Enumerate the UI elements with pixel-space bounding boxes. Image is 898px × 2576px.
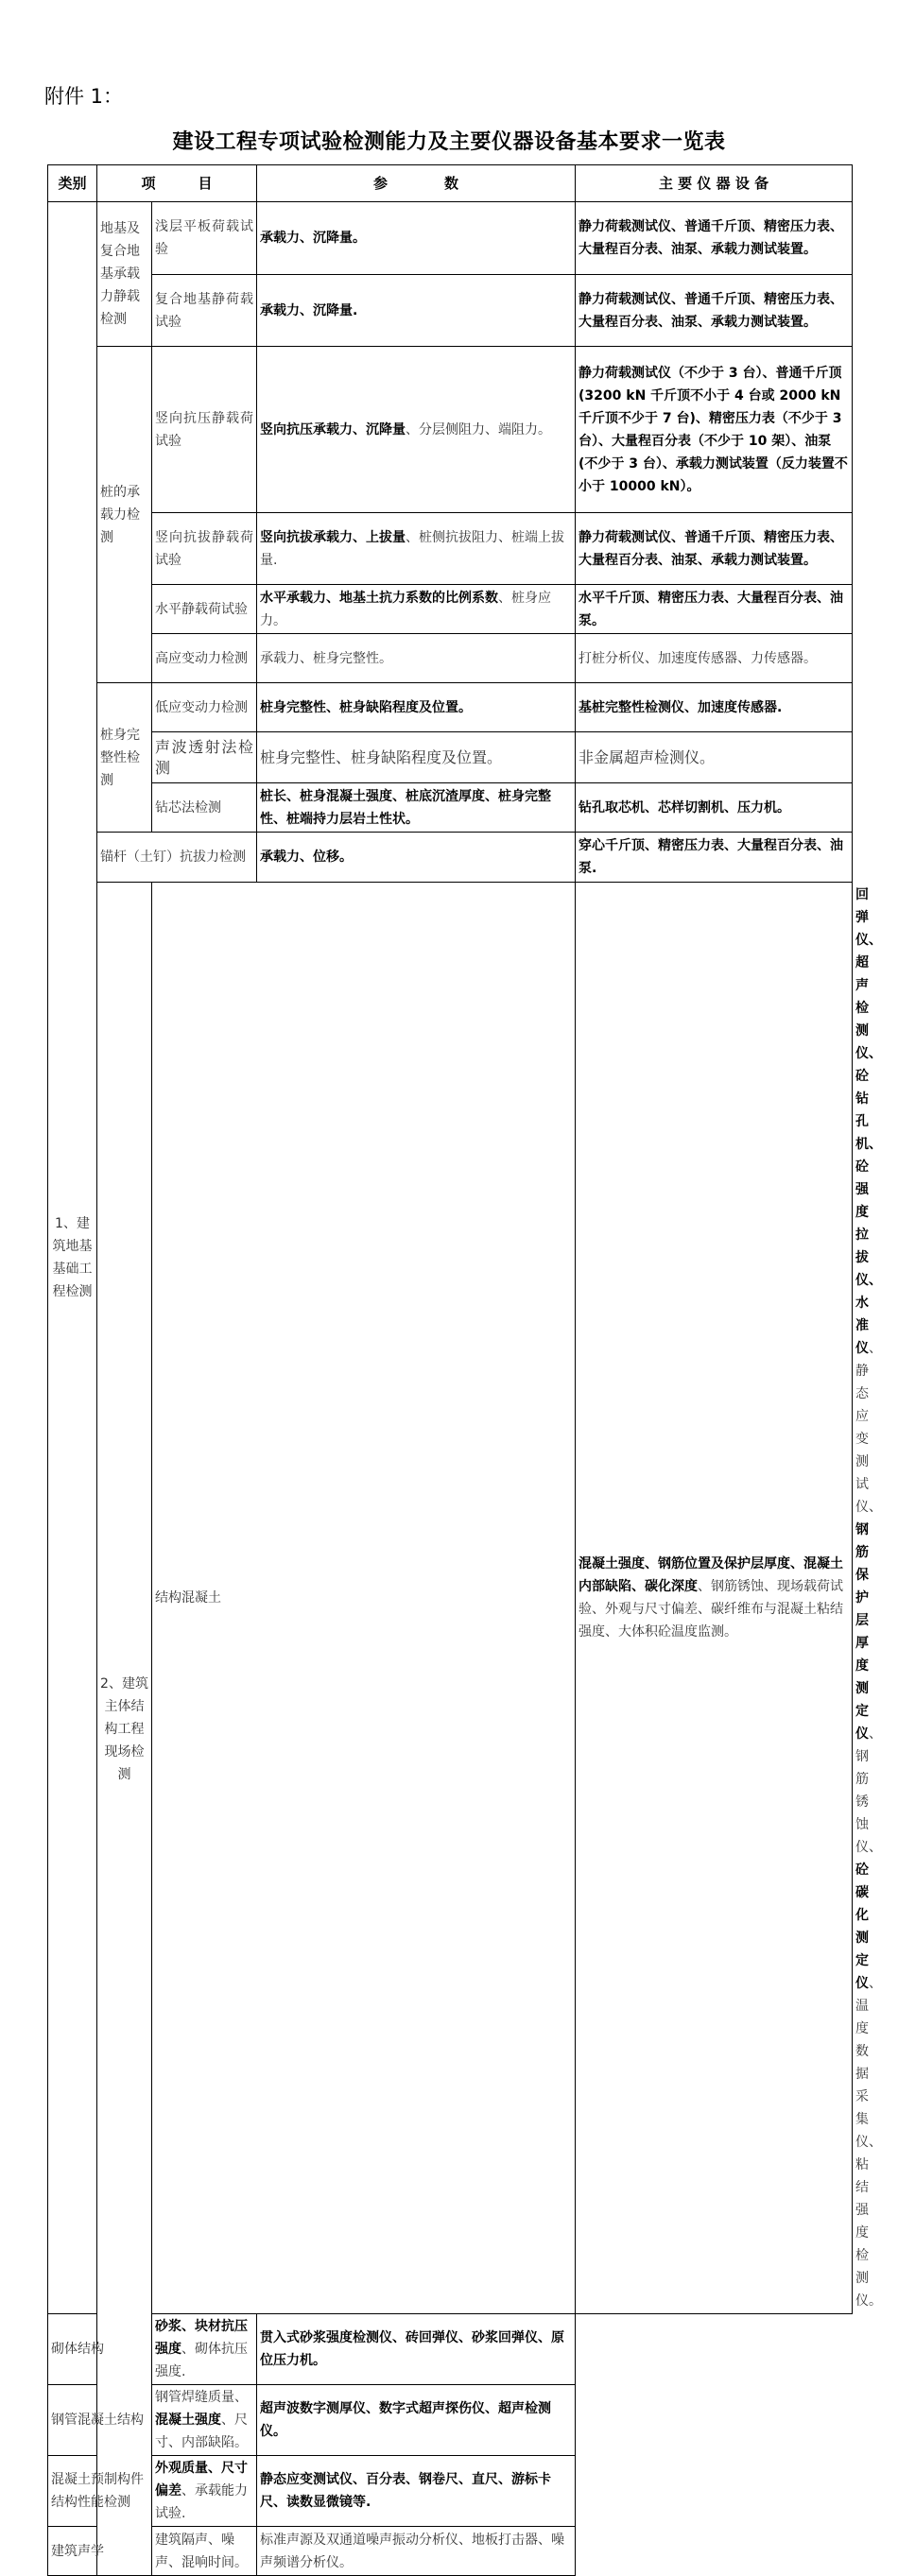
- bold-text-run: 静力荷载测试仪、普通千斤顶、精密压力表、大量程百分表、油泵、承载力测试装置。: [579, 529, 844, 568]
- item-cell: 建筑声学: [48, 2527, 152, 2576]
- equipment-cell: [576, 833, 853, 883]
- equipment-cell: [576, 783, 853, 833]
- header-params: 参 数: [257, 165, 576, 202]
- item-cell: 结构混凝土: [152, 883, 576, 2314]
- equipment-cell: [257, 2385, 576, 2456]
- equipment-cell: [576, 513, 853, 585]
- item-cell: 砌体结构: [48, 2314, 152, 2385]
- bold-text-run: 静力荷载测试仪（不少于 3 台）、普通千斤顶(3200 kN 千斤顶不小于 4 台或 2000 kN 千斤顶不少于 7 台)、精密压力表（不少于 3 台）、大量程百分表（不少于 10 架）、油泵(不少于 3 台）、承载力测试装置（反力装置不小于 10000 kN）。: [579, 365, 848, 494]
- text-run: 、桩身应力。: [260, 590, 552, 628]
- table-row: [48, 2527, 853, 2576]
- equipment-cell: [576, 634, 853, 683]
- item-cell: 高应变动力检测: [152, 634, 257, 683]
- text-run: 、静态应变测试仪、: [855, 1341, 883, 1515]
- bold-text-run: 竖向抗压承载力、沉降量: [260, 421, 406, 438]
- bold-text-run: 混凝土强度、钢筋位置及保护层厚度、混凝土内部缺陷、碳化深度: [579, 1556, 844, 1594]
- text-run: 、钢筋锈蚀仪、: [855, 1726, 883, 1855]
- params-cell: [152, 2385, 257, 2456]
- bold-text-run: 贯入式砂浆强度检测仪、砖回弹仪、砂浆回弹仪、原位压力机。: [260, 2330, 565, 2368]
- table-row: [48, 585, 853, 634]
- bold-text-run: 砂浆、块材抗压强度: [155, 2319, 248, 2357]
- params-cell: [152, 2456, 257, 2527]
- table-row: [48, 513, 853, 585]
- table-row: [48, 2385, 853, 2456]
- item-cell: 混凝土预制构件结构性能检测: [48, 2456, 152, 2527]
- text-run: 、钢筋锈蚀、现场载荷试验、外观与尺寸偏差、碳纤维布与混凝土粘结强度、大体积砼温度监测。: [579, 1579, 844, 1640]
- table-row: [48, 732, 853, 783]
- bold-text-run: 钻孔取芯机、芯样切割机、压力机。: [579, 799, 791, 816]
- table-row: [48, 783, 853, 833]
- params-cell: [257, 634, 576, 683]
- text-run: 、承载能力试验.: [155, 2483, 248, 2521]
- item-cell: 钢管混凝土结构: [48, 2385, 152, 2456]
- text-run: 标准声源及双通道噪声振动分析仪、地板打击器、噪声频谱分析仪。: [260, 2532, 565, 2570]
- equipment-cell: [576, 683, 853, 732]
- bold-text-run: 静态应变测试仪、百分表、钢卷尺、直尺、游标卡尺、读数显微镜等.: [260, 2472, 552, 2510]
- equipment-cell: [576, 347, 853, 513]
- requirements-table: [47, 164, 883, 2576]
- bold-text-run: 承载力、位移。: [260, 850, 354, 865]
- text-run: 、分层侧阻力、端阻力。: [406, 421, 552, 438]
- params-cell: [152, 2527, 257, 2576]
- table-row: [48, 2314, 853, 2385]
- category-cell: 2、建筑主体结构工程现场检测: [97, 883, 152, 2576]
- text-run: 、尺寸、内部缺陷。: [155, 2413, 248, 2450]
- equipment-cell: [576, 202, 853, 275]
- params-cell: [576, 883, 853, 2314]
- params-cell: [257, 833, 576, 883]
- equipment-cell: [257, 2456, 576, 2527]
- group-label: 地基及复合地基承载力静载检测: [97, 202, 152, 347]
- params-cell: [257, 347, 576, 513]
- bold-text-run: 钢筋保护层厚度测定仪: [855, 1522, 870, 1742]
- text-run: 桩身完整性、桩身缺陷程度及位置。: [260, 747, 503, 766]
- equipment-cell: [576, 585, 853, 634]
- item-cell: 声波透射法检测: [152, 732, 257, 783]
- equipment-cell: [257, 2314, 576, 2385]
- text-run: 建筑隔声、噪声、混响时间。: [155, 2532, 248, 2570]
- bold-text-run: 承载力、沉降量.: [260, 302, 358, 318]
- item-cell: 水平静载荷试验: [152, 585, 257, 634]
- bold-text-run: 桩长、桩身混凝土强度、桩底沉渣厚度、桩身完整性、桩端持力层岩土性状。: [260, 788, 552, 827]
- bold-text-run: 回弹仪、超声检测仪、砼钻孔机、砼强度拉拔仪、水准仪: [855, 887, 883, 1356]
- table-row: [48, 833, 853, 883]
- header-item: 项 目: [97, 165, 257, 202]
- bold-text-run: 超声波数字测厚仪、数字式超声探伤仪、超声检测仪。: [260, 2401, 552, 2439]
- params-cell: [257, 683, 576, 732]
- item-cell: 低应变动力检测: [152, 683, 257, 732]
- params-cell: [257, 513, 576, 585]
- table-header-row: [48, 165, 853, 202]
- group-label: 桩的承载力检测: [97, 347, 152, 683]
- item-cell: 复合地基静荷载试验: [152, 275, 257, 347]
- bold-text-run: 外观质量、尺寸偏差: [155, 2461, 248, 2499]
- bold-text-run: 桩身完整性、桩身缺陷程度及位置。: [260, 699, 473, 715]
- bold-text-run: 水平千斤顶、精密压力表、大量程百分表、油泵。: [579, 590, 844, 628]
- params-cell: [257, 783, 576, 833]
- document-title: 建设工程专项试验检测能力及主要仪器设备基本要求一览表: [172, 130, 726, 154]
- text-run: 打桩分析仪、加速度传感器、力传感器。: [579, 650, 818, 666]
- table-row: [48, 883, 853, 2314]
- table-row: [48, 683, 853, 732]
- bold-text-run: 竖向抗拔承载力、上拔量: [260, 529, 406, 545]
- bold-text-run: 静力荷载测试仪、普通千斤顶、精密压力表、大量程百分表、油泵、承载力测试装置。: [579, 291, 844, 330]
- table-row: [48, 347, 853, 513]
- equipment-cell: [576, 732, 853, 783]
- text-run: 、砌体抗压强度.: [155, 2342, 248, 2379]
- item-cell: 浅层平板荷载试验: [152, 202, 257, 275]
- table-row: [48, 634, 853, 683]
- bold-text-run: 穿心千斤顶、精密压力表、大量程百分表、油泵.: [579, 838, 844, 876]
- params-cell: [257, 732, 576, 783]
- group-label: 桩身完整性检测: [97, 683, 152, 833]
- bold-text-run: 静力荷载测试仪、普通千斤顶、精密压力表、大量程百分表、油泵、承载力测试装置。: [579, 219, 844, 257]
- params-cell: [257, 275, 576, 347]
- text-run: 钢管焊缝质量、: [155, 2390, 248, 2405]
- table-row: [48, 275, 853, 347]
- bold-text-run: 承载力、沉降量。: [260, 231, 367, 246]
- annex-label: 附件 1：: [44, 85, 124, 108]
- params-cell: [152, 2314, 257, 2385]
- header-category: 类别: [48, 165, 97, 202]
- text-run: 、桩侧抗拔阻力、桩端上拔量.: [260, 529, 565, 568]
- params-cell: [257, 202, 576, 275]
- header-equipment: 主 要 仪 器 设 备: [576, 165, 853, 202]
- bold-text-run: 基桩完整性检测仪、加速度传感器.: [579, 699, 783, 715]
- bold-text-run: 砼碳化测定仪: [855, 1863, 870, 1991]
- text-run: 、温度数据采集仪、粘结强度检测仪。: [855, 1976, 883, 2309]
- item-cell: 竖向抗拔静载荷试验: [152, 513, 257, 585]
- equipment-cell: [257, 2527, 576, 2576]
- item-cell: 竖向抗压静载荷试验: [152, 347, 257, 513]
- table-row: [48, 202, 853, 275]
- item-cell: 锚杆（土钉）抗拔力检测: [97, 833, 257, 883]
- text-run: 非金属超声检测仪。: [579, 747, 716, 766]
- text-run: 承载力、桩身完整性。: [260, 650, 393, 666]
- params-cell: [257, 585, 576, 634]
- equipment-cell: [576, 275, 853, 347]
- bold-text-run: 水平承载力、地基土抗力系数的比例系数: [260, 590, 499, 606]
- category-cell: 1、建筑地基基础工程检测: [48, 202, 97, 2314]
- table-row: [48, 2456, 853, 2527]
- item-cell: 钻芯法检测: [152, 783, 257, 833]
- bold-text-run: 混凝土强度: [155, 2413, 221, 2428]
